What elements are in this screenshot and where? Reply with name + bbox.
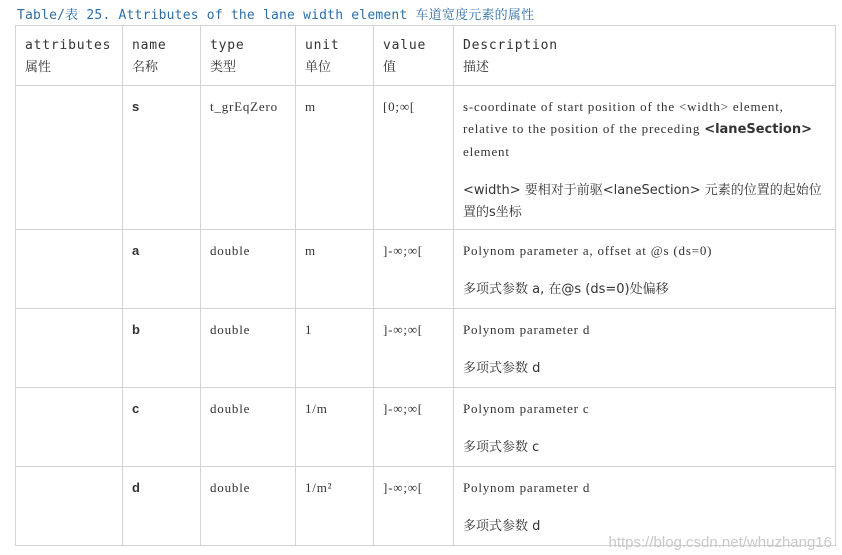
table-caption: Table/表 25. Attributes of the lane width element 车道宽度元素的属性	[17, 8, 535, 23]
cell-value: ]-∞;∞[	[374, 388, 454, 467]
table-row	[16, 309, 836, 388]
header-attributes	[16, 26, 123, 86]
table-header-row	[16, 26, 836, 86]
description-zh: 多项式参数 a, 在@s (ds=0)处偏移	[463, 282, 669, 297]
header-type-en: type	[210, 38, 245, 53]
cell-description	[454, 388, 836, 467]
cell-type: t_grEqZero	[201, 86, 296, 230]
cell-type: double	[201, 467, 296, 546]
header-value-zh: 值	[383, 60, 397, 75]
header-name-en: name	[132, 38, 167, 53]
description-zh: 多项式参数 c	[463, 440, 540, 455]
cell-unit: 1/m²	[296, 467, 374, 546]
cell-attributes	[16, 86, 123, 230]
header-value	[374, 26, 454, 86]
header-name-zh: 名称	[132, 60, 159, 75]
cell-attributes	[16, 309, 123, 388]
cell-value: [0;∞[	[374, 86, 454, 230]
cell-unit: m	[296, 86, 374, 230]
header-description-zh: 描述	[463, 60, 490, 75]
description-zh: 多项式参数 d	[463, 361, 541, 376]
cell-value: ]-∞;∞[	[374, 309, 454, 388]
table-row	[16, 230, 836, 309]
cell-name: d	[123, 467, 201, 546]
watermark-url: https://blog.csdn.net/whuzhang16	[608, 534, 832, 551]
table-row	[16, 388, 836, 467]
cell-type: double	[201, 309, 296, 388]
cell-name: c	[123, 388, 201, 467]
cell-description	[454, 86, 836, 230]
cell-description	[454, 230, 836, 309]
cell-attributes	[16, 467, 123, 546]
header-unit	[296, 26, 374, 86]
cell-type: double	[201, 388, 296, 467]
header-type-zh: 类型	[210, 60, 237, 75]
description-en: Polynom parameter d	[463, 480, 591, 495]
cell-attributes	[16, 388, 123, 467]
cell-unit: m	[296, 230, 374, 309]
description-zh: 多项式参数 d	[463, 519, 541, 534]
description-en: Polynom parameter d	[463, 322, 591, 337]
description-en: s-coordinate of start position of the <width> element, relative to the position of the preceding <laneSection> element	[463, 99, 813, 159]
header-description-en: Description	[463, 38, 558, 53]
cell-name: a	[123, 230, 201, 309]
cell-attributes	[16, 230, 123, 309]
cell-unit: 1/m	[296, 388, 374, 467]
cell-name: s	[123, 86, 201, 230]
description-en: Polynom parameter c	[463, 401, 590, 416]
table-row	[16, 86, 836, 230]
cell-name: b	[123, 309, 201, 388]
cell-description	[454, 309, 836, 388]
header-name	[123, 26, 201, 86]
header-attributes-en: attributes	[25, 38, 112, 53]
header-value-en: value	[383, 38, 427, 53]
cell-type: double	[201, 230, 296, 309]
cell-unit: 1	[296, 309, 374, 388]
lane-width-attributes-table	[15, 25, 836, 546]
cell-value: ]-∞;∞[	[374, 230, 454, 309]
header-description	[454, 26, 836, 86]
header-attributes-zh: 属性	[25, 60, 52, 75]
description-zh: <width> 要相对于前驱<laneSection> 元素的位置的起始位置的s坐标	[463, 183, 822, 220]
header-type	[201, 26, 296, 86]
description-en: Polynom parameter a, offset at @s (ds=0)	[463, 243, 713, 258]
header-unit-zh: 单位	[305, 60, 332, 75]
lanesection-code: <laneSection>	[704, 122, 813, 137]
header-unit-en: unit	[305, 38, 340, 53]
cell-value: ]-∞;∞[	[374, 467, 454, 546]
